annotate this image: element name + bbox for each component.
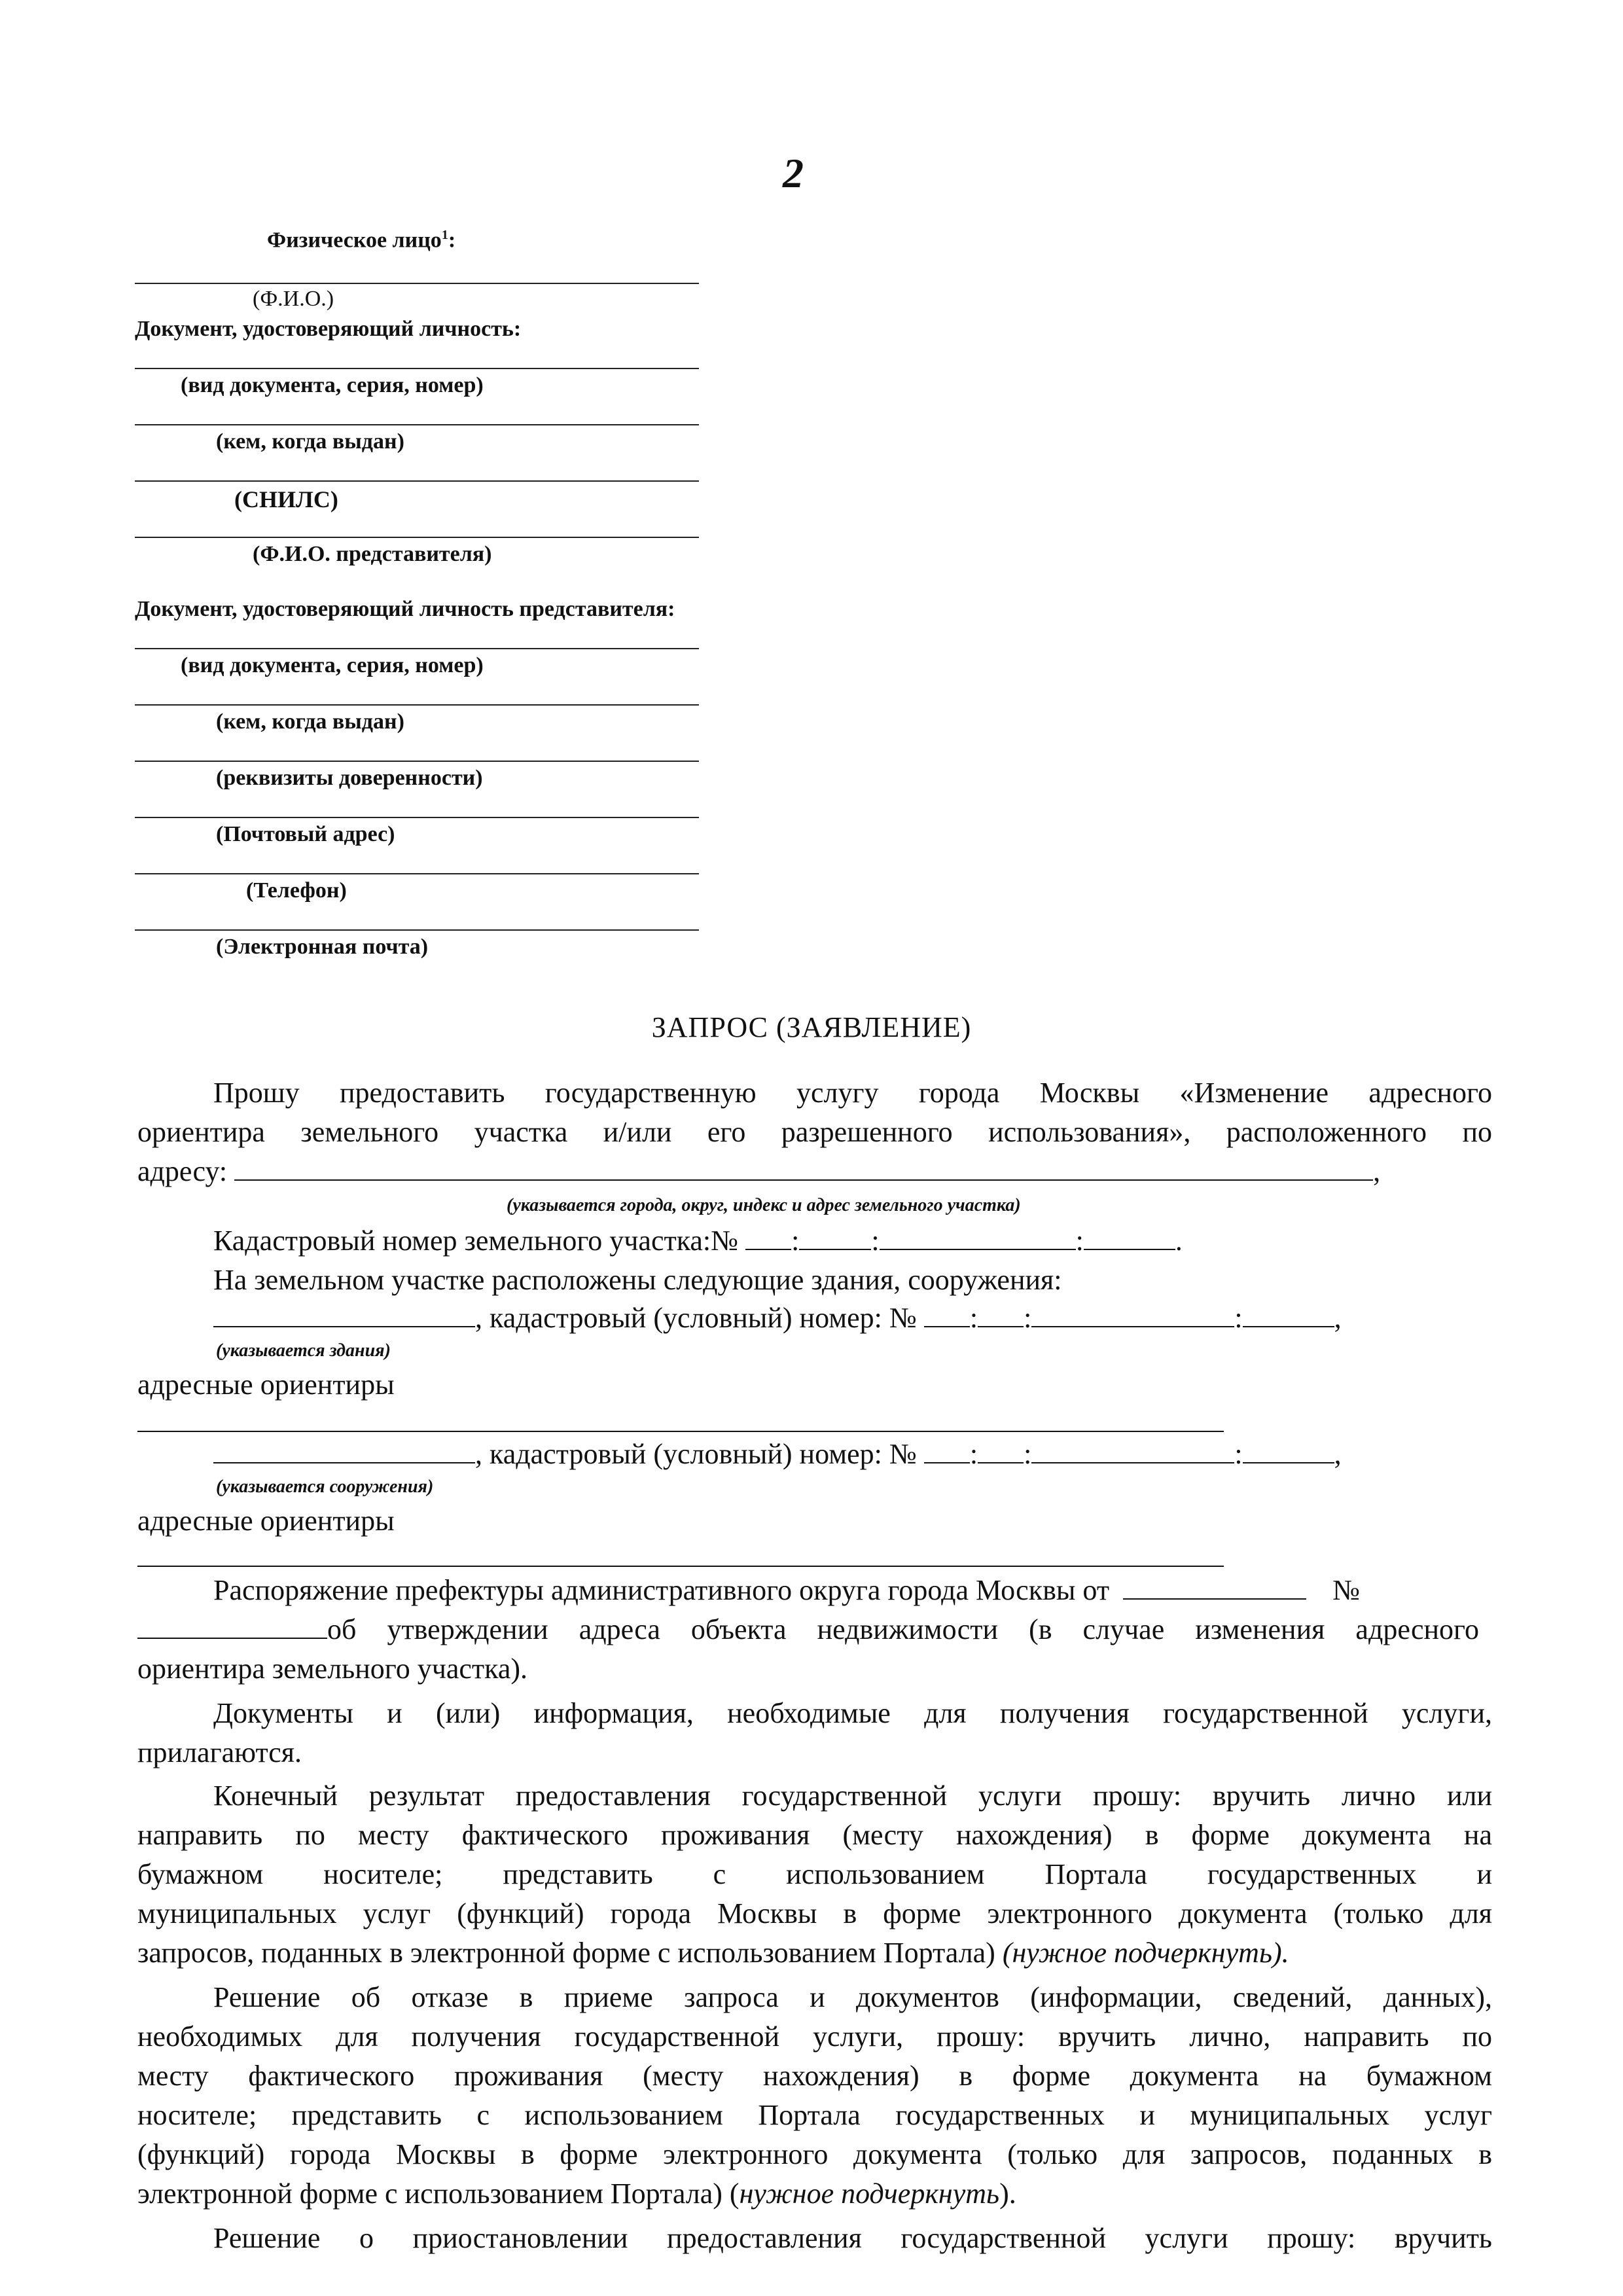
building-hint: (указывается здания) xyxy=(216,1340,391,1361)
cad-end: . xyxy=(1175,1225,1183,1257)
cad-part3-field[interactable] xyxy=(880,1227,1076,1250)
fio-field[interactable] xyxy=(135,283,699,284)
building-landmarks-field[interactable] xyxy=(137,1431,1224,1432)
cadastral-label: Кадастровый номер земельного участка:№ xyxy=(213,1225,739,1257)
str-sep2: : xyxy=(1024,1438,1032,1470)
order-number-sign: № xyxy=(1332,1574,1361,1606)
result-line1: Конечный результат предоставления государственной услуги прошу: вручить лично или xyxy=(213,1780,1492,1812)
cad-part1-field[interactable] xyxy=(745,1227,791,1250)
cad-part4-field[interactable] xyxy=(1084,1227,1175,1250)
str-cad-part3-field[interactable] xyxy=(1031,1440,1234,1463)
str-sep1: : xyxy=(969,1438,978,1470)
cad-sep3: : xyxy=(1075,1225,1084,1257)
id-doc-label: Документ, удостоверяющий личность: xyxy=(135,317,522,341)
title-colon: : xyxy=(448,228,456,253)
bld-comma: , xyxy=(1334,1302,1342,1334)
result-line4: муниципальных услуг (функций) города Москвы в форме электронного документа (только для xyxy=(137,1897,1492,1929)
structure-landmarks-label: адресные ориентиры xyxy=(137,1505,395,1537)
issued-by-caption: (кем, когда выдан) xyxy=(216,429,404,454)
bld-cad-part4-field[interactable] xyxy=(1243,1304,1334,1327)
str-cad-part2-field[interactable] xyxy=(978,1440,1024,1463)
refusal-line5: (функций) города Москвы в форме электронного документа (только для запросов, поданных в xyxy=(137,2138,1492,2170)
refusal-line3: месту фактического проживания (месту нахождения) в форме документа на бумажном xyxy=(137,2060,1492,2092)
structure-landmarks-field[interactable] xyxy=(137,1566,1224,1567)
doc-series-caption: (вид документа, серия, номер) xyxy=(181,373,484,397)
bld-sep2: : xyxy=(1024,1302,1032,1334)
p1-line3 xyxy=(137,1157,1492,1186)
refusal-line6-end: ). xyxy=(999,2178,1016,2210)
order-line2-text: об утверждении адреса объекта недвижимости (в случае изменения адресного xyxy=(327,1613,1479,1645)
bld-sep1: : xyxy=(969,1302,978,1334)
address-label: адресу: xyxy=(137,1155,228,1187)
docs-line2: прилагаются. xyxy=(137,1736,302,1768)
rep-doc-label: Документ, удостоверяющий личность представителя: xyxy=(135,597,675,621)
doc-series-field[interactable] xyxy=(135,368,699,369)
building-line xyxy=(213,1304,1568,1333)
fio-caption: (Ф.И.О.) xyxy=(253,287,334,311)
docs-line1: Документы и (или) информация, необходимые для получения государственной услуги, xyxy=(213,1697,1492,1729)
email-field[interactable] xyxy=(135,929,699,931)
result-line5 xyxy=(137,1939,1492,1967)
refusal-line6: электронной форме с использованием Портала) (нужное подчеркнуть). xyxy=(137,2178,1016,2210)
p1-line1: Прошу предоставить государственную услугу города Москвы «Изменение адресного xyxy=(213,1077,1492,1109)
order-date-field[interactable] xyxy=(1123,1576,1306,1600)
str-comma: , xyxy=(1334,1438,1342,1470)
cad-sep2: : xyxy=(871,1225,880,1257)
address-field[interactable] xyxy=(234,1157,1373,1181)
address-hint: (указывается города, округ, индекс и адрес земельного участка) xyxy=(507,1195,1021,1215)
refusal-line2: необходимых для получения государственной услуги, прошу: вручить лично, направить по xyxy=(137,2020,1492,2053)
str-sep3: : xyxy=(1234,1438,1243,1470)
email-caption: (Электронная почта) xyxy=(216,935,429,959)
rep-doc-series-caption: (вид документа, серия, номер) xyxy=(181,653,484,677)
phone-caption: (Телефон) xyxy=(246,878,347,903)
structure-cadastral-label: , кадастровый (условный) номер: № xyxy=(475,1438,917,1470)
order-line2 xyxy=(137,1615,1492,1644)
building-landmarks-label: адресные ориентиры xyxy=(137,1369,395,1401)
refusal-line4: носителе; представить с использованием Портала государственных и муниципальных услуг xyxy=(137,2099,1492,2131)
postal-field[interactable] xyxy=(135,817,699,818)
structure-name-field[interactable] xyxy=(213,1440,475,1463)
cad-sep1: : xyxy=(791,1225,800,1257)
snils-caption: (СНИЛС) xyxy=(234,486,338,512)
order-line1 xyxy=(213,1576,1568,1605)
p1-line2: ориентира земельного участка и/или его разрешенного использования», расположенного по xyxy=(137,1116,1492,1148)
suspension-line1: Решение о приостановлении предоставления государственной услуги прошу: вручить xyxy=(213,2222,1492,2254)
bld-cad-part1-field[interactable] xyxy=(924,1304,970,1327)
request-title: ЗАПРОС (ЗАЯВЛЕНИЕ) xyxy=(651,1011,972,1043)
result-line3: бумажном носителе; представить с использованием Портала государственных и xyxy=(137,1858,1492,1890)
rep-fio-field[interactable] xyxy=(135,537,699,538)
bld-cad-part3-field[interactable] xyxy=(1031,1304,1234,1327)
order-number-field[interactable] xyxy=(137,1615,327,1639)
bld-sep3: : xyxy=(1234,1302,1243,1334)
str-cad-part4-field[interactable] xyxy=(1243,1440,1334,1463)
poa-caption: (реквизиты доверенности) xyxy=(216,766,483,790)
rep-fio-caption: (Ф.И.О. представителя) xyxy=(253,542,492,566)
address-comma: , xyxy=(1373,1155,1381,1187)
structure-line xyxy=(213,1440,1568,1469)
applicant-type-text: Физическое лицо xyxy=(267,228,442,253)
buildings-intro: На земельном участке расположены следующие здания, сооружения: xyxy=(213,1264,1062,1296)
cadastral-line xyxy=(213,1227,1568,1255)
poa-field[interactable] xyxy=(135,761,699,762)
order-line3: ориентира земельного участка). xyxy=(137,1653,528,1685)
phone-field[interactable] xyxy=(135,873,699,874)
building-name-field[interactable] xyxy=(213,1304,475,1327)
applicant-type-title xyxy=(267,228,455,253)
rep-issued-by-caption: (кем, когда выдан) xyxy=(216,709,404,734)
result-line5-text: запросов, поданных в электронной форме с использованием Портала) xyxy=(137,1937,995,1969)
result-underline-hint: (нужное подчеркнуть). xyxy=(1002,1937,1289,1969)
page-number: 2 xyxy=(783,150,804,196)
snils-field[interactable] xyxy=(135,480,699,482)
rep-doc-series-field[interactable] xyxy=(135,648,699,649)
cad-part2-field[interactable] xyxy=(799,1227,871,1250)
structure-hint: (указывается сооружения) xyxy=(216,1477,434,1497)
refusal-line1: Решение об отказе в приеме запроса и документов (информации, сведений, данных), xyxy=(213,1981,1492,2013)
refusal-line6-text: электронной форме с использованием Портала) xyxy=(137,2178,722,2210)
footnote-mark: 1 xyxy=(441,228,448,242)
order-text: Распоряжение префектуры административного округа города Москвы от xyxy=(213,1574,1110,1606)
rep-issued-by-field[interactable] xyxy=(135,704,699,706)
building-cadastral-label: , кадастровый (условный) номер: № xyxy=(475,1302,917,1334)
issued-by-field[interactable] xyxy=(135,424,699,425)
bld-cad-part2-field[interactable] xyxy=(978,1304,1024,1327)
postal-caption: (Почтовый адрес) xyxy=(216,822,395,846)
str-cad-part1-field[interactable] xyxy=(924,1440,970,1463)
refusal-underline-hint: нужное подчеркнуть xyxy=(739,2178,1000,2210)
result-line2: направить по месту фактического проживания (месту нахождения) в форме документа на xyxy=(137,1819,1492,1851)
